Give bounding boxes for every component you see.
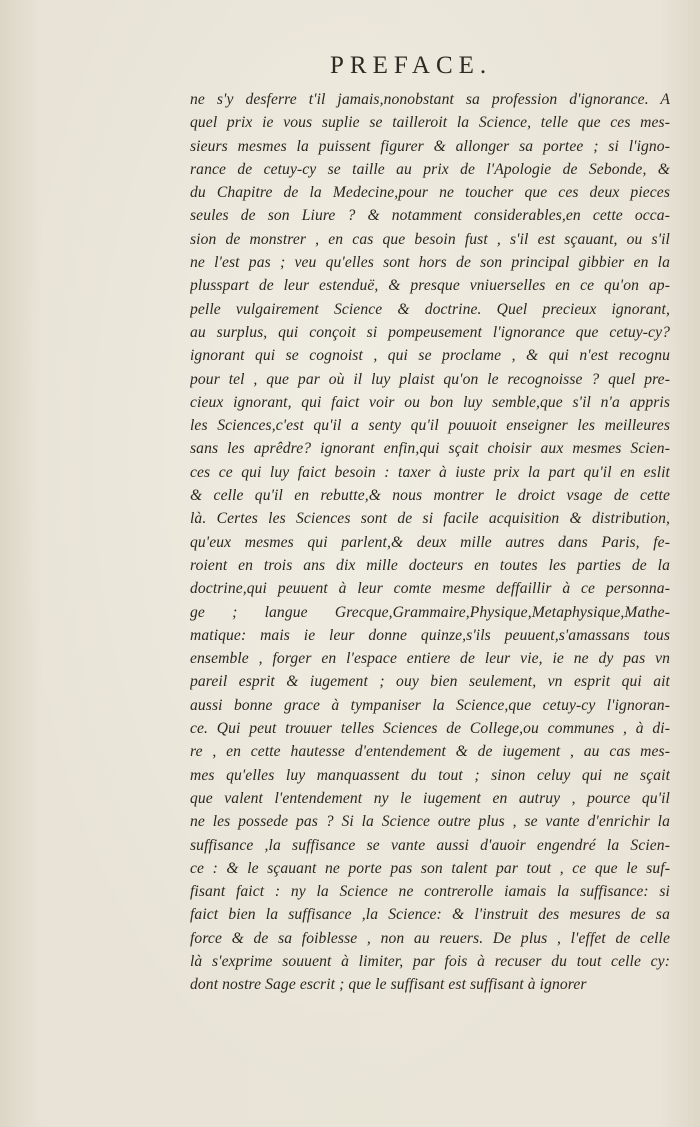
text-line: là. Certes les Sciences sont de si facile acquisition & distribution, (190, 510, 670, 528)
text-line: ce. Qui peut trouuer telles Sciences de College,ou communes , à di- (190, 720, 670, 738)
text-line: ces ce qui luy faict besoin : taxer à iuste prix la part qu'il en eslit (190, 463, 670, 481)
text-line: aussi bonne grace à tympaniser la Science,que cetuy-cy l'ignoran- (190, 696, 670, 714)
text-line: dont nostre Sage escrit ; que le suffisant est suffisant à ignorer (190, 976, 587, 994)
text-line: force & de sa foiblesse , non au reuers. De plus , l'effet de celle (190, 929, 670, 947)
text-line: du Chapitre de la Medecine,pour ne toucher que ces deux pieces (190, 184, 670, 202)
body-text (190, 88, 670, 997)
text-line: là s'exprime souuent à limiter, par fois à recuser du tout celle cy: (190, 952, 670, 970)
text-line: quel prix ie vous suplie se tailleroit la Science, telle que ces mes- (190, 114, 670, 132)
text-line: que valent l'entendement ny le iugement en autruy , pource qu'il (190, 789, 670, 807)
text-line: les Sciences,c'est qu'il a senty qu'il pouuoit enseigner les meilleures (190, 417, 670, 435)
text-line: seules de son Liure ? & notamment considerables,en cette occa- (190, 207, 670, 225)
text-line: sieurs mesmes la puissent figurer & allonger sa portee ; si l'igno- (190, 137, 670, 155)
text-line: faict bien la suffisance ,la Science: & l'instruit des mesures de sa (190, 906, 670, 924)
text-line: pelle vulgairement Science & doctrine. Quel precieux ignorant, (190, 300, 670, 318)
text-line: & celle qu'il en rebutte,& nous montrer le droict vsage de cette (190, 487, 670, 505)
text-line: ge ; langue Grecque,Grammaire,Physique,Metaphysique,Mathe- (190, 603, 670, 621)
running-head: PREFACE. (330, 52, 493, 79)
text-line: suffisance ,la suffisance se vante aussi d'auoir engendré la Scien- (190, 836, 670, 854)
text-line: re , en cette hautesse d'entendement & de iugement , au cas mes- (190, 743, 670, 761)
text-line: ignorant qui se cognoist , qui se proclame , & qui n'est recognu (190, 347, 670, 365)
text-line: mes qu'elles luy manquassent du tout ; sinon celuy qui ne sçait (190, 766, 670, 784)
text-line: sion de monstrer , en cas que besoin fust , s'il est sçauant, ou s'il (190, 230, 670, 248)
text-line: sans les aprêdre? ignorant enfin,qui sçait choisir aux mesmes Scien- (190, 440, 670, 458)
text-line: rance de cetuy-cy se taille au prix de l'Apologie de Sebonde, & (190, 160, 670, 178)
text-line: plusspart de leur estenduë, & presque vniuerselles en ce qu'on ap- (190, 277, 670, 295)
text-line: matique: mais ie leur donne quinze,s'ils peuuent,s'amassans tous (190, 626, 670, 644)
text-line: cieux ignorant, qui faict voir ou bon luy semble,que s'il n'a appris (190, 393, 670, 411)
text-line: pour tel , que par où il luy plaist qu'on le recognoisse ? quel pre- (190, 370, 670, 388)
text-line: ne s'y desferre t'il jamais,nonobstant sa profession d'ignorance. A (190, 91, 670, 108)
text-line: pareil esprit & iugement ; ouy bien seulement, vn esprit qui ait (190, 673, 670, 691)
text-line: doctrine,qui peuuent à leur comte mesme deffaillir à ce personna- (190, 580, 670, 598)
text-line: ne l'est pas ; veu qu'elles sont hors de son principal gibbier en la (190, 254, 670, 272)
text-line: au surplus, qui conçoit si pompeusement l'ignorance que cetuy-cy? (190, 323, 670, 341)
text-line: ne les possede pas ? Si la Science outre plus , se vante d'enrichir la (190, 813, 670, 831)
text-line: fisant faict : ny la Science ne contrerolle iamais la suffisance: si (190, 883, 670, 901)
text-line: ce : & le sçauant ne porte pas son talent par tout , ce que le suf- (190, 859, 670, 877)
text-line: qu'eux mesmes qui parlent,& deux mille autres dans Paris, fe- (190, 533, 670, 551)
text-line: ensemble , forger en l'espace entiere de leur vie, ie ne dy pas vn (190, 650, 670, 668)
text-line: roient en trois ans dix mille docteurs en toutes les parties de la (190, 556, 670, 574)
